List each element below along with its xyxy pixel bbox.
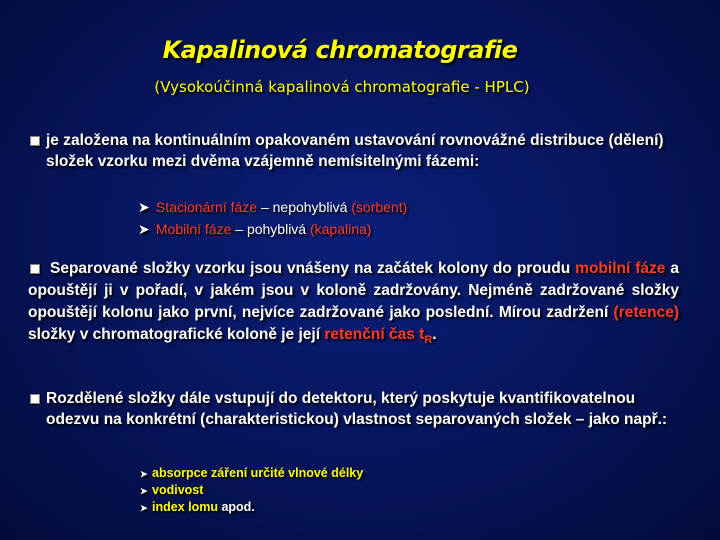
bullet-3-text: Rozdělené složky dále vstupují do detektoru, který poskytuje kvantifikovatelnou odezvu na konkrétní (charakteristickou) vlastnost separovaných složek – jako např.: [46,390,668,428]
example-text: index lomu [152,500,218,514]
checkbox-square-icon [30,136,40,146]
checkbox-square-icon [30,394,40,404]
arrowhead-icon: ➤ [140,503,148,513]
phase-item-stationary [138,196,407,218]
mobile-phase-term: mobilní fáze [575,260,666,277]
example-text: absorpce záření určité vlnové délky [152,466,364,480]
arrowhead-icon: ➤ [138,199,150,215]
bullet-2-text [28,258,679,351]
arrowhead-icon: ➤ [138,221,150,237]
phase-item-mobile [138,218,371,240]
phase-name: Mobilní fáze [155,221,232,237]
example-item [140,465,363,483]
phase-note: (kapalina) [309,221,372,237]
arrowhead-icon: ➤ [140,486,148,496]
bullet-1-text: je založena na kontinuálním opakovaném ustavování rovnovážné distribuce (dělení) složek vzorku mezi dvěma vzájemně nemísitelnými fázemi: [46,132,664,170]
bullet-2-part-2: a opouštějí ji v pořadí, v jakém jsou v koloně zadržovány. Nejméně zadržované složky opouštějí kolonu jako první, nejvíce zadržované jako poslední. Mírou zadržení [28,260,679,321]
arrowhead-icon: ➤ [140,469,148,479]
phase-note: (sorbent) [351,199,408,215]
retention-time-term: retenční čas t [324,326,425,343]
bullet-2-end: . [432,326,437,343]
slide-title: Kapalinová chromatografie [162,36,518,64]
retention-time-subscript: R [424,334,433,347]
bullet-2-part-3: složky v chromatografické koloně je její [28,326,325,343]
example-item [140,499,255,517]
retention-term: (retence) [613,304,679,321]
slide-subtitle: (Vysokoúčinná kapalinová chromatografie - HPLC) [154,78,530,96]
phase-name: Stacionární fáze [155,199,258,215]
phase-sep: – pohyblivá [231,221,310,237]
example-item [140,482,203,500]
example-suffix: apod. [217,500,255,514]
phase-sep: – nepohyblivá [257,199,352,215]
example-text: vodivost [152,483,204,497]
bullet-2-part-1: Separované složky vzorku jsou vnášeny na začátek kolony do proudu [50,260,576,277]
